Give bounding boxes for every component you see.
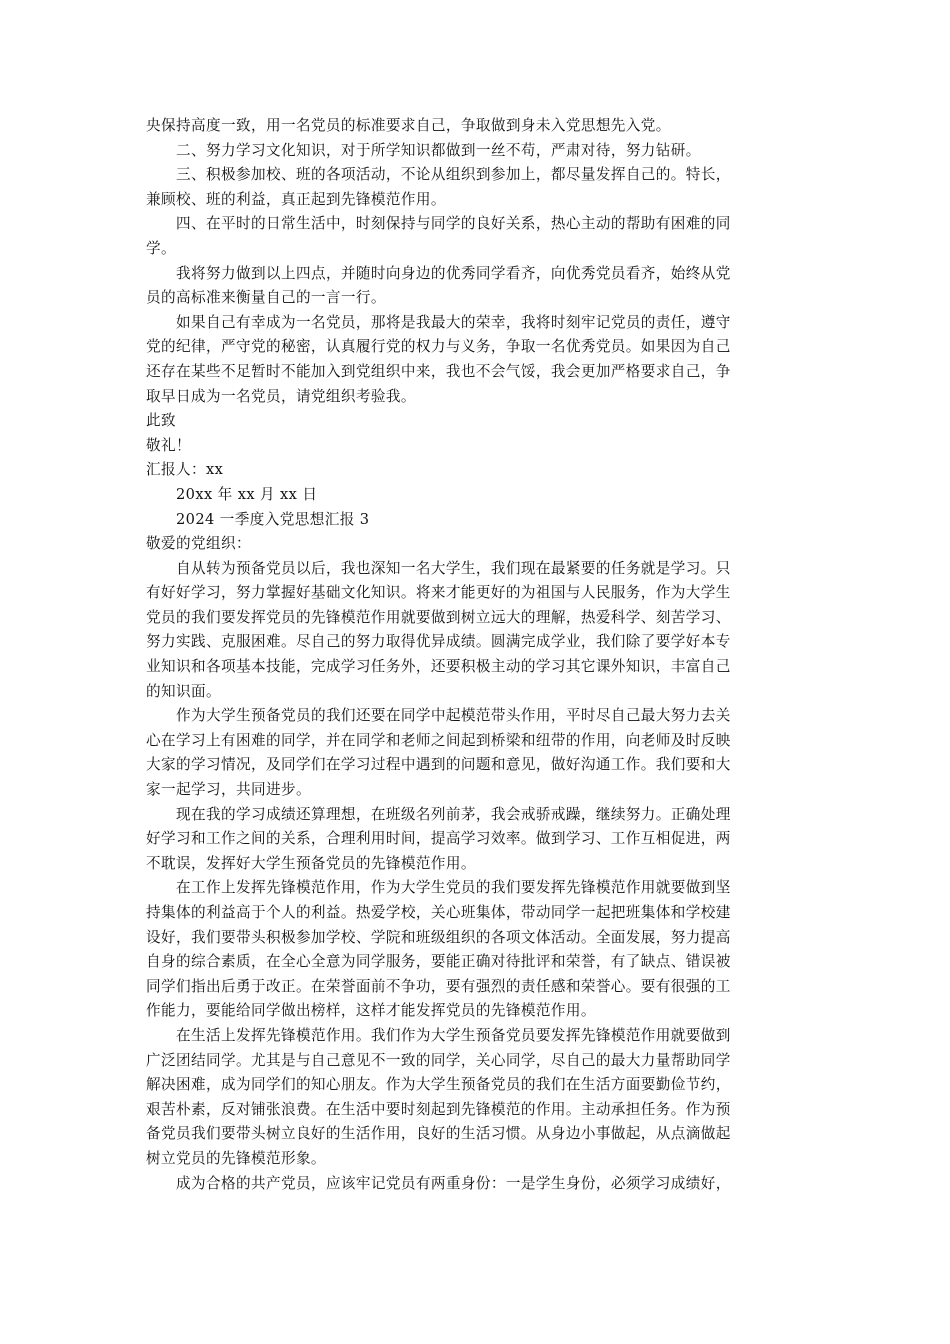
text-line: 艰苦朴素，反对铺张浪费。在生活中要时刻起到先锋模范的作用。主动承担任务。作为预	[146, 1100, 731, 1118]
text-line: 2024 一季度入党思想汇报 3	[176, 510, 370, 528]
text-line: 敬爱的党组织：	[146, 535, 251, 553]
text-line: 员的高标准来衡量自己的一言一行。	[146, 289, 386, 307]
text-line: 在生活上发挥先锋模范作用。我们作为大学生预备党员要发挥先锋模范作用就要做到	[176, 1026, 731, 1044]
text-line: 持集体的利益高于个人的利益。热爱学校，关心班集体，带动同学一起把班集体和学校建	[146, 904, 731, 921]
text-line: 树立党员的先锋模范形象。	[146, 1149, 326, 1167]
text-line: 此致	[146, 412, 176, 430]
text-line: 设好，我们要带头积极参加学校、学院和班级组织的各项文体活动。全面发展，努力提高	[146, 928, 731, 946]
text-line: 兼顾校、班的利益，真正起到先锋模范作用。	[146, 190, 446, 208]
text-line: 的知识面。	[146, 682, 221, 700]
text-line: 我将努力做到以上四点，并随时向身边的优秀同学看齐，向优秀党员看齐，始终从党	[176, 264, 731, 282]
text-line: 如果自己有幸成为一名党员，那将是我最大的荣幸，我将时刻牢记党员的责任，遵守	[176, 313, 731, 331]
text-line: 党员的我们要发挥党员的先锋模范作用就要做到树立远大的理解，热爱科学、刻苦学习、	[146, 608, 731, 626]
text-line: 备党员我们要带头树立良好的生活作用，良好的生活习惯。从身边小事做起，从点滴做起	[146, 1125, 731, 1143]
text-line: 成为合格的共产党员，应该牢记党员有两重身份：一是学生身份，必须学习成绩好，	[176, 1174, 731, 1192]
text-line: 敬礼！	[146, 436, 191, 454]
text-line: 努力实践、克服困难。尽自己的努力取得优异成绩。圆满完成学业，我们除了要学好本专	[146, 633, 731, 651]
text-line: 20xx 年 xx 月 xx 日	[176, 485, 318, 503]
text-line: 自身的综合素质，在全心全意为同学服务，要能正确对待批评和荣誉，有了缺点、错误被	[146, 953, 731, 971]
text-line: 还存在某些不足暂时不能加入到党组织中来，我也不会气馁，我会更加严格要求自己，争	[146, 362, 731, 380]
text-line: 业知识和各项基本技能，完成学习任务外，还要积极主动的学习其它课外知识，丰富自己	[146, 658, 731, 676]
text-line: 家一起学习，共同进步。	[146, 781, 311, 799]
text-line: 心在学习上有困难的同学，并在同学和老师之间起到桥梁和纽带的作用，向老师及时反映	[146, 731, 731, 749]
text-line: 汇报人：xx	[146, 461, 224, 479]
text-line: 党的纪律，严守党的秘密，认真履行党的权力与义务，争取一名优秀党员。如果因为自己	[146, 338, 731, 356]
text-line: 学。	[146, 239, 176, 257]
text-line: 三、积极参加校、班的各项活动，不论从组织到参加上，都尽量发挥自己的。特长，	[176, 166, 731, 184]
text-line: 现在我的学习成绩还算理想，在班级名列前茅，我会戒骄戒躁，继续努力。正确处理	[176, 805, 731, 823]
text-line: 央保持高度一致，用一名党员的标准要求自己，争取做到身未入党思想先入党。	[146, 117, 671, 134]
text-line: 作能力，要能给同学做出榜样，这样才能发挥党员的先锋模范作用。	[146, 1002, 596, 1020]
text-line: 不耽误，发挥好大学生预备党员的先锋模范作用。	[146, 854, 476, 872]
text-line: 同学们指出后勇于改正。在荣誉面前不争功，要有强烈的责任感和荣誉心。要有很强的工	[146, 977, 731, 995]
text-line: 取早日成为一名党员，请党组织考验我。	[146, 387, 416, 405]
text-line: 自从转为预备党员以后，我也深知一名大学生，我们现在最紧要的任务就是学习。只	[176, 559, 731, 577]
text-line: 二、努力学习文化知识，对于所学知识都做到一丝不苟，严肃对待，努力钻研。	[176, 141, 701, 159]
text-line: 解决困难，成为同学们的知心朋友。作为大学生预备党员的我们在生活方面要勤俭节约，	[146, 1076, 731, 1094]
text-line: 有好好学习，努力掌握好基础文化知识。将来才能更好的为祖国与人民服务，作为大学生	[146, 584, 731, 602]
text-line: 在工作上发挥先锋模范作用，作为大学生党员的我们要发挥先锋模范作用就要做到坚	[176, 879, 731, 897]
text-line: 广泛团结同学。尤其是与自己意见不一致的同学，关心同学，尽自己的最大力量帮助同学	[146, 1051, 731, 1069]
text-line: 四、在平时的日常生活中，时刻保持与同学的良好关系，热心主动的帮助有困难的同	[176, 215, 731, 233]
text-line: 大家的学习情况，及同学们在学习过程中遇到的问题和意见，做好沟通工作。我们要和大	[146, 756, 731, 774]
document-page	[146, 114, 808, 1196]
text-line: 作为大学生预备党员的我们还要在同学中起模范带头作用，平时尽自己最大努力去关	[176, 707, 731, 725]
text-line: 好学习和工作之间的关系，合理利用时间，提高学习效率。做到学习、工作互相促进，两	[146, 830, 731, 848]
